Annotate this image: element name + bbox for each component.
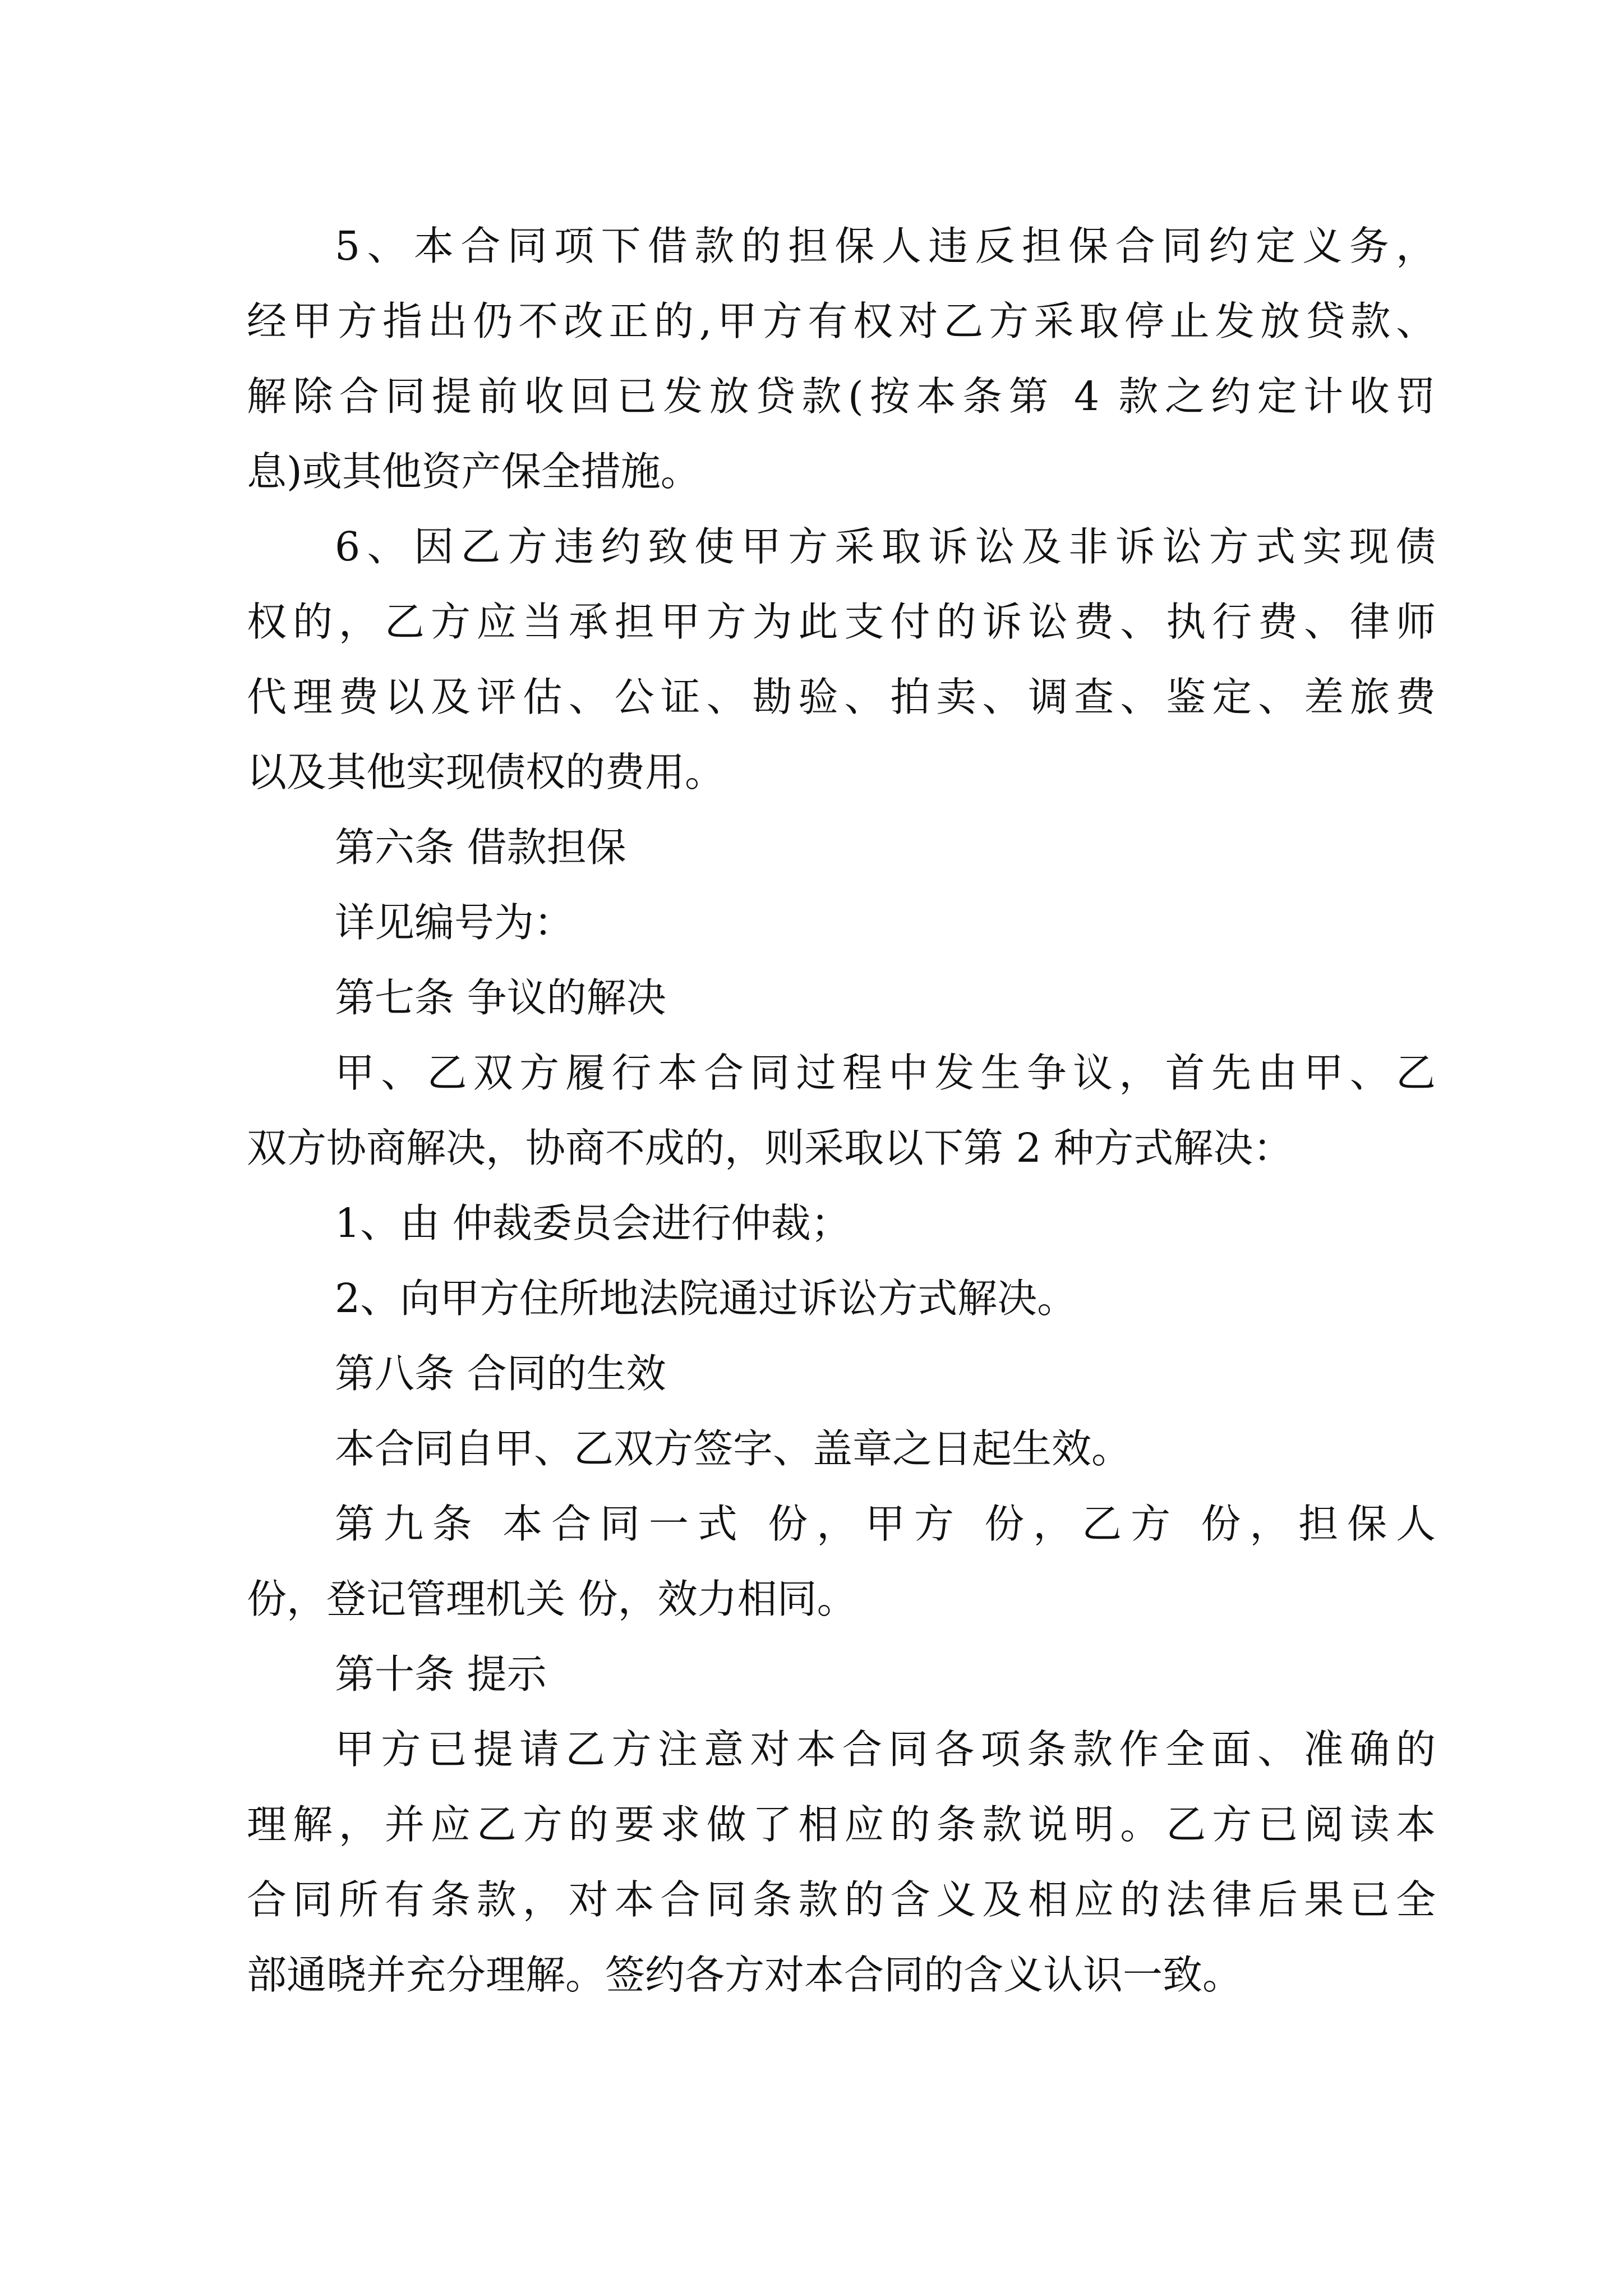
text-line: 详见编号为：: [335, 899, 574, 946]
text-line: 第八条 合同的生效: [335, 1350, 666, 1397]
text-line: 合同所有条款，对本合同条款的含义及相应的法律后果已全: [247, 1876, 1436, 1923]
list-item-arbitration: [247, 1186, 1436, 1261]
paragraph-effectiveness: [247, 1411, 1436, 1487]
text-line: 解除合同提前收回已发放贷款(按本条第 4 款之约定计收罚: [247, 373, 1436, 420]
document-body: [247, 209, 1436, 2013]
paragraph-notice: [247, 1712, 1436, 2013]
paragraph-article-9: [247, 1487, 1436, 1637]
text-line: 6、因乙方违约致使甲方采取诉讼及非诉讼方式实现债: [335, 523, 1436, 570]
heading-article-7: [247, 960, 1436, 1036]
paragraph-clause-6: [247, 509, 1436, 810]
text-line: 5、本合同项下借款的担保人违反担保合同约定义务，: [335, 223, 1436, 269]
text-line: 双方协商解决，协商不成的，则采取以下第 2 种方式解决：: [247, 1125, 1293, 1171]
text-line: 以及其他实现债权的费用。: [247, 749, 725, 795]
heading-article-8: [247, 1336, 1436, 1411]
text-line: 份，登记管理机关 份，效力相同。: [247, 1576, 857, 1622]
heading-article-6: [247, 810, 1436, 885]
text-line: 代理费以及评估、公证、勘验、拍卖、调查、鉴定、差旅费: [247, 674, 1436, 720]
text-line: 第七条 争议的解决: [335, 974, 666, 1021]
text-line: 息)或其他资产保全措施。: [247, 448, 700, 495]
text-line: 甲方已提请乙方注意对本合同各项条款作全面、准确的: [335, 1726, 1436, 1773]
text-line: 甲、乙双方履行本合同过程中发生争议，首先由甲、乙: [335, 1050, 1436, 1096]
paragraph-guarantee-reference: [247, 885, 1436, 960]
text-line: 理解，并应乙方的要求做了相应的条款说明。乙方已阅读本: [247, 1801, 1436, 1848]
text-line: 第六条 借款担保: [335, 824, 626, 871]
text-line: 经甲方指出仍不改正的,甲方有权对乙方采取停止发放贷款、: [247, 298, 1436, 344]
text-line: 部通晓并充分理解。签约各方对本合同的含义认识一致。: [247, 1952, 1243, 1998]
text-line: 1、由 仲裁委员会进行仲裁；: [335, 1200, 851, 1246]
heading-article-10: [247, 1637, 1436, 1712]
paragraph-clause-5: [247, 209, 1436, 509]
text-line: 权的，乙方应当承担甲方为此支付的诉讼费、执行费、律师: [247, 599, 1436, 645]
list-item-litigation: [247, 1261, 1436, 1336]
text-line: 第十条 提示: [335, 1651, 547, 1697]
text-line: 本合同自甲、乙双方签字、盖章之日起生效。: [335, 1425, 1132, 1472]
text-line: 2、向甲方住所地法院通过诉讼方式解决。: [335, 1275, 1077, 1322]
text-line: 第九条 本合同一式 份，甲方 份，乙方 份，担保人: [335, 1501, 1436, 1547]
paragraph-dispute-resolution: [247, 1036, 1436, 1186]
